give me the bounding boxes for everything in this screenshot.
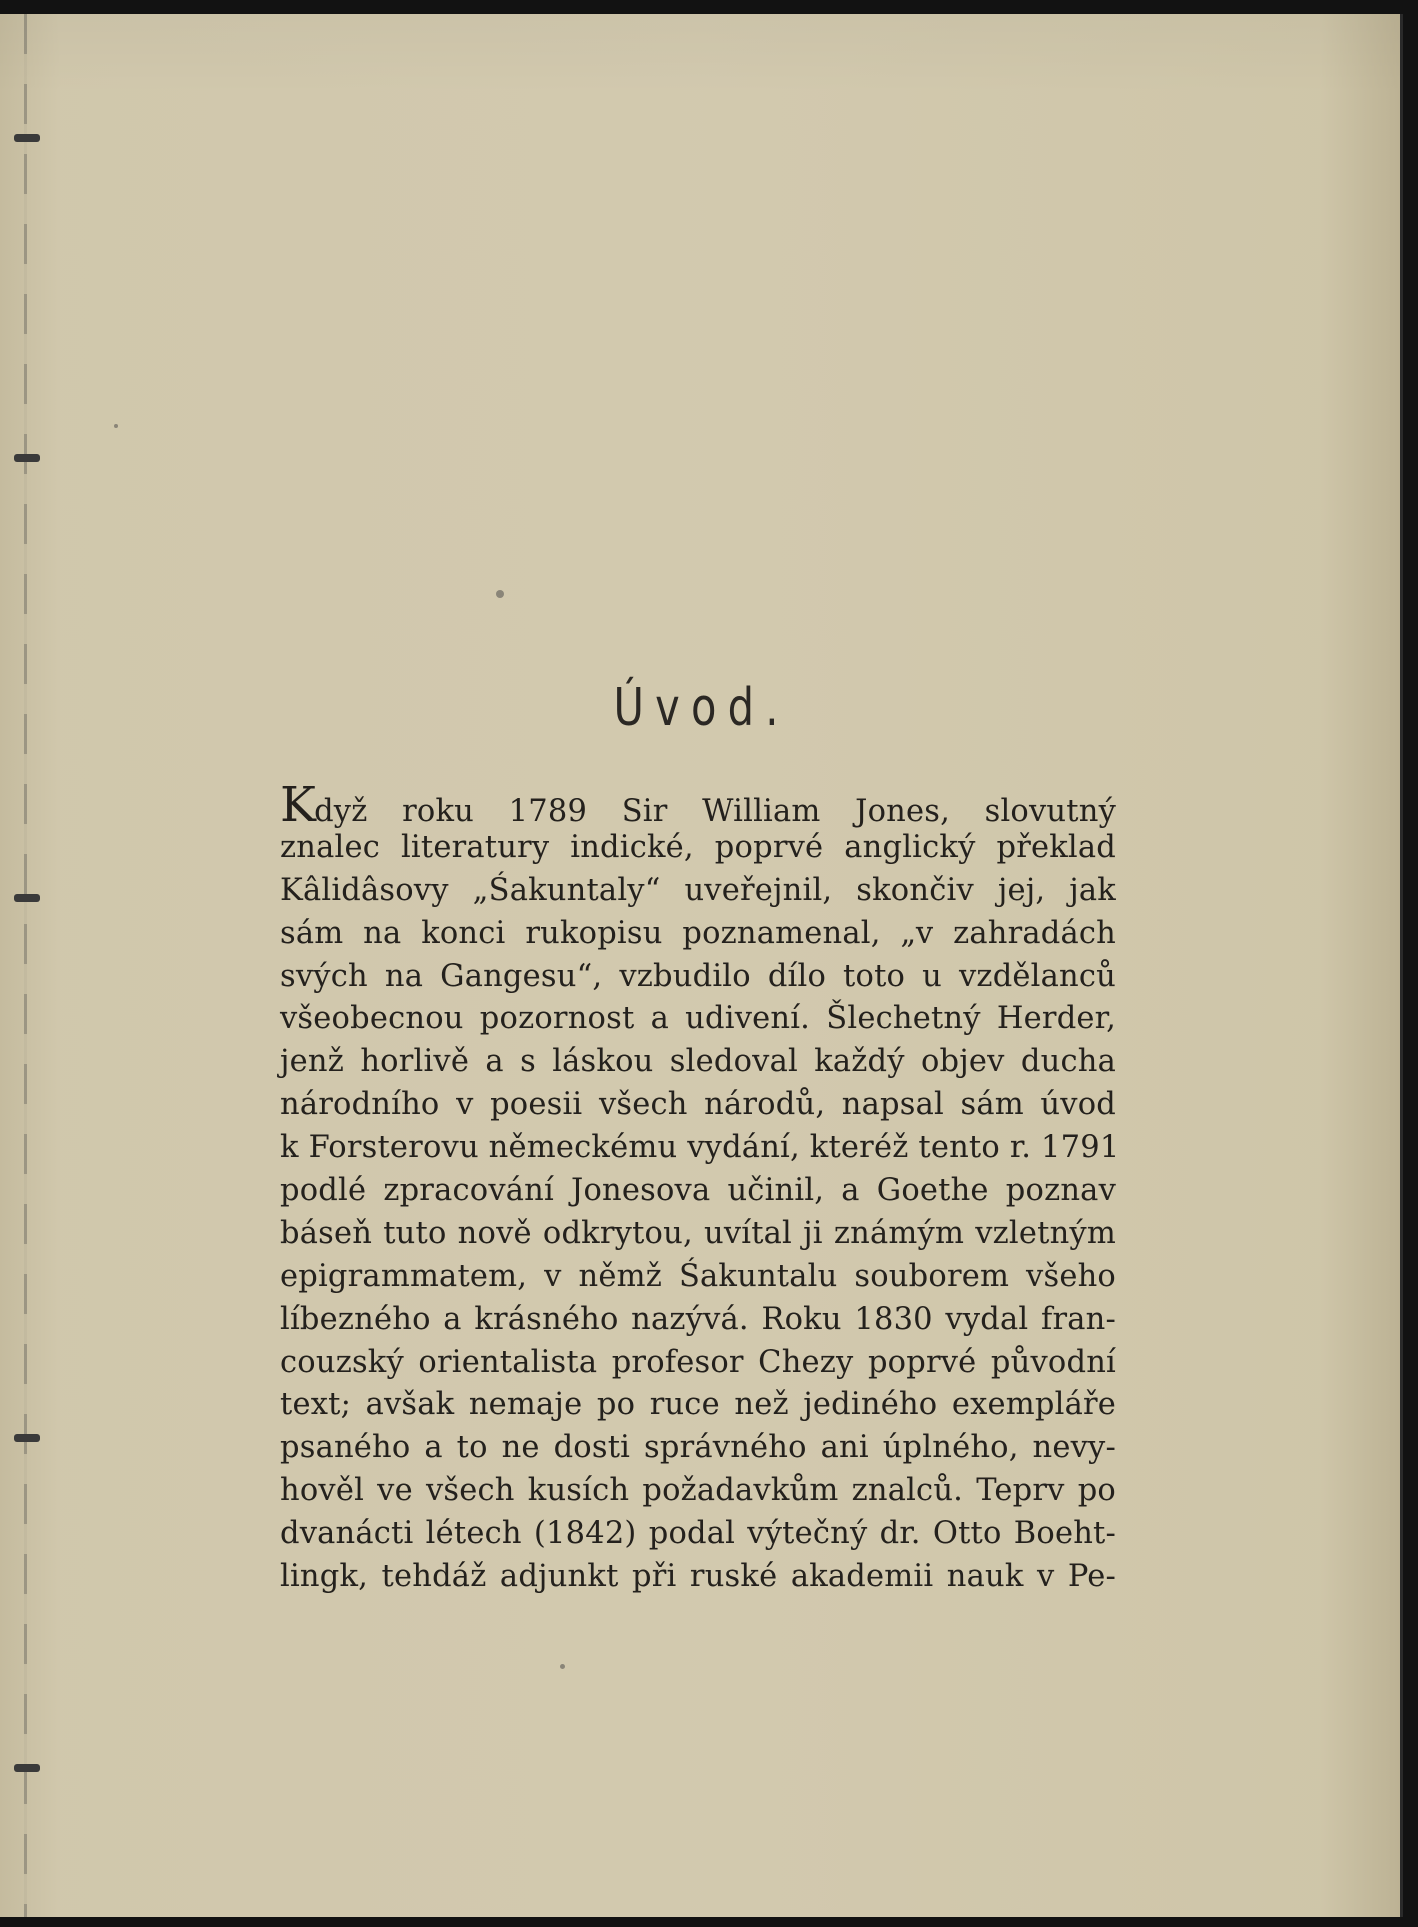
text-line-11: báseň tuto nově odkrytou, uvítal ji známým vzletným xyxy=(280,1215,1116,1251)
paper-speck xyxy=(560,1664,565,1669)
text-line-1: Když roku 1789 Sir William Jones, slovutný xyxy=(280,777,1116,833)
text-line-2: znalec literatury indické, poprvé anglický překlad xyxy=(280,829,1116,865)
text-line-17: hověl ve všech kusích požadavkům znalců. Teprv po xyxy=(280,1473,1116,1509)
text-line-7: jenž horlivě a s láskou sledoval každý objev ducha xyxy=(280,1044,1116,1080)
text-line-8: národního v poesii všech národů, napsal sám úvod xyxy=(280,1087,1116,1123)
text-line-5: svých na Gangesu“, vzbudilo dílo toto u vzdělanců xyxy=(280,958,1116,994)
binding-stitch xyxy=(14,1764,40,1772)
binding-stitch xyxy=(14,894,40,902)
text-line-16: psaného a to ne dosti správného ani úplného, nevy- xyxy=(280,1430,1116,1466)
paper-speck xyxy=(496,590,504,598)
page-title: Úvod. xyxy=(613,678,790,738)
paper-speck xyxy=(114,424,118,428)
text-line-4: sám na konci rukopisu poznamenal, „v zahradách xyxy=(280,915,1116,951)
text-line-12: epigrammatem, v němž Śakuntalu souborem všeho xyxy=(280,1258,1116,1294)
text-line-9: k Forsterovu německému vydání, kteréž tento r. 1791 xyxy=(280,1130,1120,1166)
text-line-6: všeobecnou pozornost a udivení. Šlechetný Herder, xyxy=(280,1001,1116,1037)
binding-stitch xyxy=(14,134,40,142)
book-page xyxy=(0,14,1403,1917)
drop-cap: K xyxy=(280,777,317,833)
body-text xyxy=(280,777,1120,1599)
binding-stitch xyxy=(14,454,40,462)
binding-stitch xyxy=(14,1434,40,1442)
text-line-15: text; avšak nemaje po ruce než jediného exempláře xyxy=(280,1387,1116,1423)
binding-spine xyxy=(24,14,27,1917)
text-line-10: podlé zpracování Jonesova učinil, a Goethe poznav xyxy=(280,1173,1116,1209)
text-line-3: Kâlidâsovy „Śakuntaly“ uveřejnil, skončiv jej, jak xyxy=(280,872,1116,908)
text-line-13: líbezného a krásného nazývá. Roku 1830 vydal fran- xyxy=(280,1301,1116,1337)
text-line-19: lingk, tehdáž adjunkt při ruské akademii nauk v Pe- xyxy=(280,1559,1116,1595)
text-line-14: couzský orientalista profesor Chezy poprvé původní xyxy=(280,1344,1116,1380)
text-line-18: dvanácti létech (1842) podal výtečný dr. Otto Boeht- xyxy=(280,1516,1116,1552)
